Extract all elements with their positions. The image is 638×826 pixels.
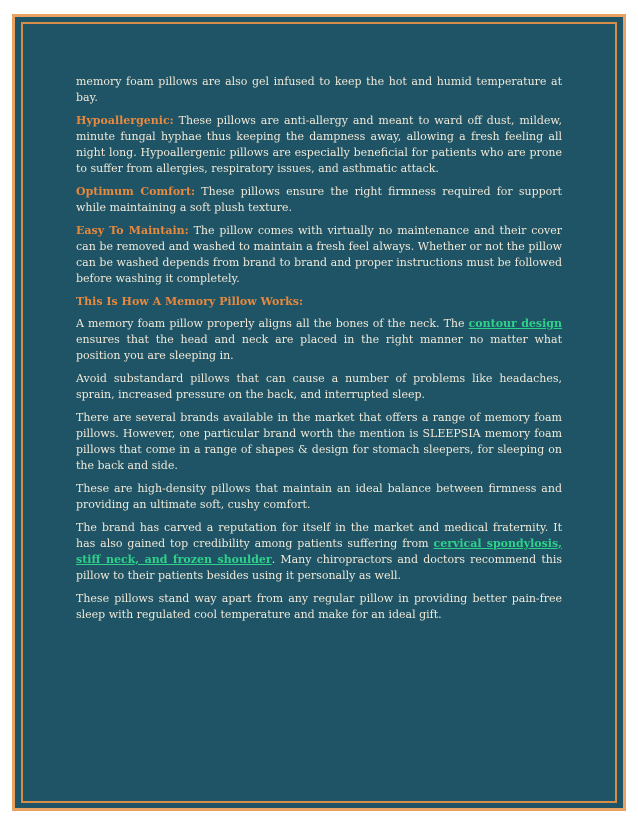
document-body <box>76 74 562 629</box>
cervical-spondylosis-link[interactable]: cervical spondylosis, stiff neck, and frozen shoulder <box>76 536 563 566</box>
paragraph-gel-infused: memory foam pillows are also gel infused to keep the hot and humid temperature at bay. <box>76 75 562 105</box>
optimum-comfort-label: Optimum Comfort: <box>76 184 196 198</box>
hypoallergenic-label: Hypoallergenic: <box>76 113 174 127</box>
section-heading: This Is How A Memory Pillow Works: <box>76 294 304 308</box>
paragraph-ideal-gift: These pillows stand way apart from any regular pillow in providing better pain-free sleep with regulated cool temperature and make for an ideal gift. <box>76 591 562 621</box>
paragraph-easy-to-maintain: Easy To Maintain: The pillow comes with virtually no maintenance and their cover can be removed and washed to maintain a fresh feel always. Whether or not the pillow can be washed depends from brand to brand and proper instructions must be followed before washing it completely. <box>76 223 562 285</box>
paragraph-avoid-substandard: Avoid substandard pillows that can cause a number of problems like headaches, sprain, increased pressure on the back, and interrupted sleep. <box>76 372 562 402</box>
paragraph-brands: There are several brands available in the market that offers a range of memory foam pillows. However, one particular brand worth the mention is SLEEPSIA memory foam pillows that come in a range of shapes & design for stomach sleepers, for sleeping on the back and side. <box>76 410 562 473</box>
easy-to-maintain-label: Easy To Maintain: <box>76 223 189 237</box>
contour-design-link[interactable]: contour design <box>468 317 562 331</box>
paragraph-high-density: These are high-density pillows that maintain an ideal balance between firmness and providing an ultimate soft, cushy comfort. <box>76 481 562 511</box>
paragraph-reputation: The brand has carved a reputation for itself in the market and medical fraternity. It has also gained top credibility among patients suffering from cervical spondylosis, stiff neck, and frozen shoulder. Many chiropractors and doctors recommend this pillow to their patients besides using it personally as well. <box>76 520 563 582</box>
paragraph-contour: A memory foam pillow properly aligns all the bones of the neck. The contour design ensures that the head and neck are placed in the right manner no matter what position you are sleeping in. <box>76 317 562 363</box>
paragraph-hypoallergenic: Hypoallergenic: These pillows are anti-allergy and meant to ward off dust, mildew, minute fungal hyphae thus keeping the dampness away, allowing a fresh feeling all night long. Hypoallergenic pillows are especially beneficial for patients who are prone to suffer from allergies, respiratory issues, and asthmatic attack. <box>76 113 562 176</box>
paragraph-optimum-comfort: Optimum Comfort: These pillows ensure the right firmness required for support while maintaining a soft plush texture. <box>76 184 562 214</box>
